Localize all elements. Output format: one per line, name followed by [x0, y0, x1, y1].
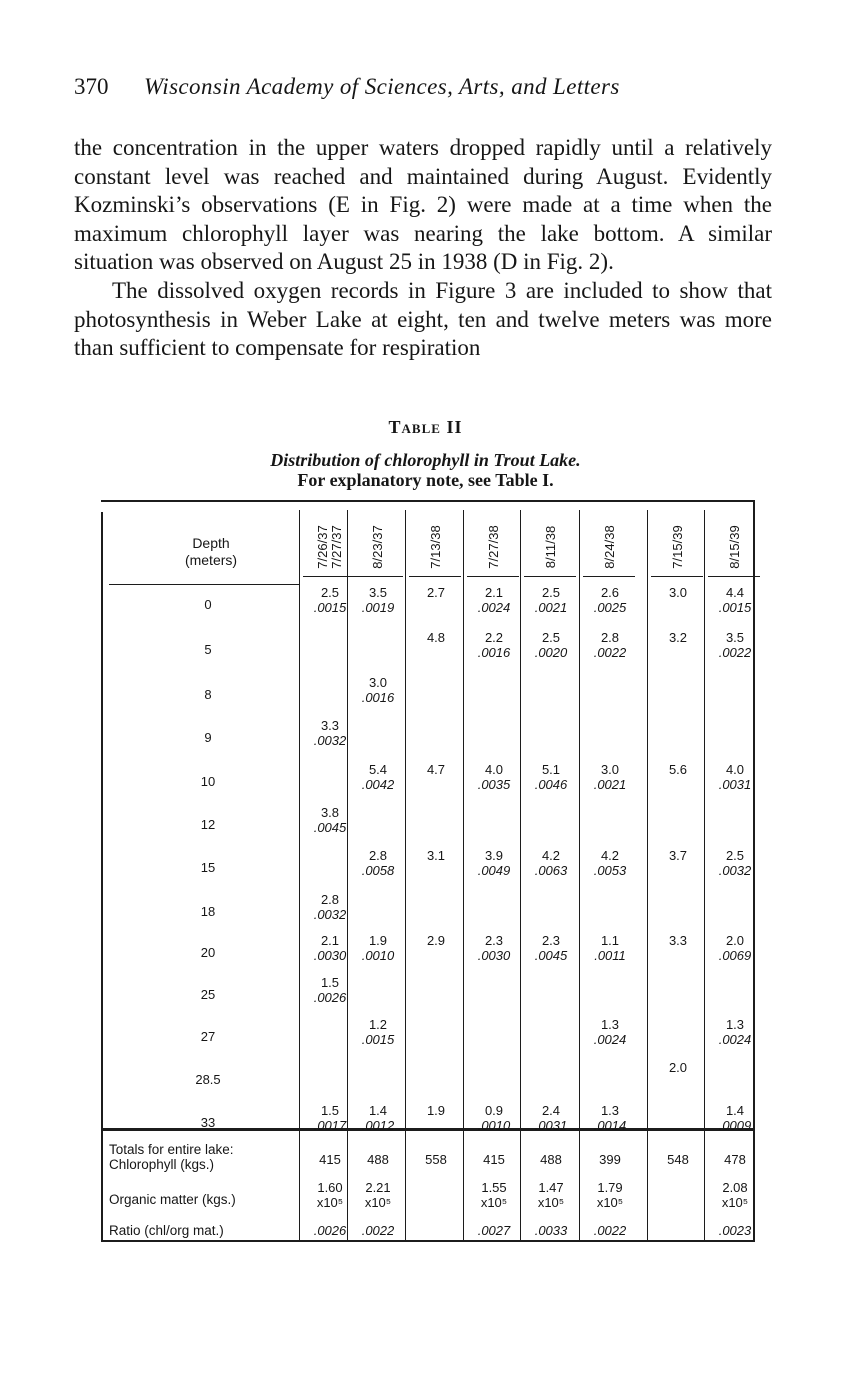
organic-matter-exponent: x10⁵ — [364, 1195, 392, 1210]
chlorophyll-value: 1.9 — [426, 1103, 446, 1118]
totals-label-line1: Totals for entire lake: — [109, 1142, 234, 1157]
chlorophyll-value: 3.3 — [320, 718, 340, 733]
ratio-value: .0032 — [313, 733, 347, 748]
ratio-label: Ratio (chl/org mat.) — [109, 1223, 224, 1238]
ratio-value: .0015 — [361, 1032, 395, 1047]
chlorophyll-value: 3.0 — [668, 585, 688, 600]
column-divider — [299, 510, 300, 1242]
organic-matter-mantissa: 1.60 — [317, 1180, 343, 1195]
ratio-value: .0026 — [313, 990, 347, 1005]
table-cell — [706, 630, 764, 660]
table-cell — [407, 933, 465, 948]
column-header-date — [728, 525, 742, 568]
chlorophyll-value: 2.8 — [600, 630, 620, 645]
chlorophyll-value: 4.0 — [484, 762, 504, 777]
ratio-value: .0025 — [593, 600, 627, 615]
ratio-value: .0014 — [593, 1118, 627, 1133]
chl-org-ratio — [706, 1223, 764, 1238]
column-header-date — [316, 525, 344, 568]
running-header — [74, 74, 714, 100]
column-header-date — [603, 525, 617, 568]
column-header — [706, 512, 764, 582]
depth-value: 8 — [204, 687, 212, 702]
chlorophyll-value: 4.2 — [600, 848, 620, 863]
column-header-date — [487, 525, 501, 568]
chlorophyll-value: 5.6 — [668, 762, 688, 777]
column-divider — [704, 510, 705, 1242]
chlorophyll-value: 3.5 — [725, 630, 745, 645]
table-cell — [706, 1103, 764, 1133]
column-header — [522, 512, 580, 582]
depth-header-label: Depth — [192, 535, 230, 551]
table-note: For explanatory note, see Table I. — [297, 470, 554, 490]
table-cell — [649, 1060, 707, 1075]
organic-matter-value — [706, 1180, 764, 1210]
organic-matter-mantissa: 2.08 — [722, 1180, 748, 1195]
depth-value: 5 — [204, 642, 212, 657]
depth-value: 15 — [200, 860, 216, 875]
table-cell — [465, 848, 523, 878]
chlorophyll-value: 2.3 — [541, 933, 561, 948]
paragraph-2: The dissolved oxygen records in Figure 3 are included to show that photosynthesis in Weber Lake at eight, ten and twelve meters was more than sufficient to compensate for respiration — [74, 277, 772, 361]
ratio-value: .0045 — [534, 948, 568, 963]
chlorophyll-total: 399 — [599, 1152, 621, 1167]
ratio-value: .0010 — [477, 1118, 511, 1133]
table-cell — [581, 1017, 639, 1047]
table-cell — [522, 1103, 580, 1133]
chlorophyll-value: 2.5 — [541, 585, 561, 600]
chlorophyll-value: 2.3 — [484, 933, 504, 948]
table-cell — [649, 762, 707, 777]
table-cell — [349, 675, 407, 705]
paragraph-1: the concentration in the upper waters dropped rapidly until a relatively constant level was reached and maintained during August. Evidently Kozminski’s observations (E in Fig. 2) were made at a time when the maximum chlorophyll layer was nearing the lake bottom. A similar situation was observed on August 25 in 1938 (D in Fig. 2). — [74, 135, 772, 275]
depth-value: 33 — [200, 1115, 216, 1130]
column-header — [407, 512, 465, 582]
chlorophyll-value: 3.8 — [320, 805, 340, 820]
chlorophyll-value: 2.5 — [725, 848, 745, 863]
table-cell — [349, 1017, 407, 1047]
ratio-value: .0063 — [534, 863, 568, 878]
table-top-rule — [101, 500, 755, 502]
table-cell — [407, 762, 465, 777]
table-cell — [706, 1017, 764, 1047]
body-text — [74, 134, 772, 363]
column-header-line: 8/23/37 — [370, 525, 385, 569]
column-header-line: 8/11/38 — [543, 525, 558, 569]
chlorophyll-value: 2.5 — [320, 585, 340, 600]
ratio-value: .0069 — [718, 948, 752, 963]
table-cell — [349, 585, 407, 615]
table-left-border — [101, 512, 103, 1242]
chlorophyll-value: 1.2 — [368, 1017, 388, 1032]
chl-org-ratio-value: .0026 — [313, 1223, 347, 1238]
chlorophyll-value: 2.1 — [320, 933, 340, 948]
chl-org-ratio — [349, 1223, 407, 1238]
chl-org-ratio-value: .0033 — [534, 1223, 568, 1238]
chlorophyll-value: 2.0 — [725, 933, 745, 948]
ratio-value: .0024 — [477, 600, 511, 615]
organic-matter-label: Organic matter (kgs.) — [109, 1192, 236, 1207]
ratio-value: .0022 — [593, 645, 627, 660]
organic-matter-exponent: x10⁵ — [316, 1195, 344, 1210]
organic-matter-exponent: x10⁵ — [721, 1195, 749, 1210]
totals-label — [109, 1142, 234, 1172]
ratio-value: .0031 — [534, 1118, 568, 1133]
chlorophyll-value: 2.9 — [426, 933, 446, 948]
chl-org-ratio — [522, 1223, 580, 1238]
depth-value: 12 — [200, 817, 216, 832]
chlorophyll-value: 2.4 — [541, 1103, 561, 1118]
column-header-date — [371, 525, 385, 568]
table-cell — [465, 630, 523, 660]
ratio-value: .0021 — [593, 777, 627, 792]
column-header-line: 8/15/39 — [727, 525, 742, 569]
ratio-value: .0045 — [313, 820, 347, 835]
column-header-date — [429, 525, 443, 568]
table-cell — [581, 848, 639, 878]
table-cell — [706, 933, 764, 963]
depth-header — [146, 535, 276, 569]
column-divider — [647, 510, 648, 1242]
table-cell — [349, 1103, 407, 1133]
ratio-value: .0016 — [361, 690, 395, 705]
organic-matter-value — [465, 1180, 523, 1210]
column-header-line: 7/26/37 — [315, 525, 330, 569]
chlorophyll-value: 2.1 — [484, 585, 504, 600]
table-cell — [407, 630, 465, 645]
table-cell — [581, 585, 639, 615]
table-caption: Distribution of chlorophyll in Trout Lake. — [270, 450, 581, 470]
column-header-date — [671, 525, 685, 568]
ratio-value: .0058 — [361, 863, 395, 878]
table-cell — [465, 933, 523, 963]
table-cell — [301, 892, 359, 922]
ratio-value: .0042 — [361, 777, 395, 792]
table-cell — [581, 630, 639, 660]
table-cell — [522, 762, 580, 792]
ratio-value: .0020 — [534, 645, 568, 660]
organic-matter-value — [349, 1180, 407, 1210]
table-cell — [407, 1103, 465, 1118]
chlorophyll-total: 488 — [367, 1152, 389, 1167]
chlorophyll-value: 2.0 — [668, 1060, 688, 1075]
table-cell — [522, 585, 580, 615]
table-bottom-rule — [101, 1240, 755, 1242]
chlorophyll-value: 1.4 — [368, 1103, 388, 1118]
ratio-value: .0030 — [313, 948, 347, 963]
chlorophyll-value: 2.7 — [426, 585, 446, 600]
table-cell — [522, 848, 580, 878]
table-cell — [407, 585, 465, 600]
ratio-value: .0031 — [718, 777, 752, 792]
chlorophyll-value: 1.5 — [320, 1103, 340, 1118]
chlorophyll-value: 4.7 — [426, 762, 446, 777]
chlorophyll-value: 5.1 — [541, 762, 561, 777]
ratio-value: .0017 — [313, 1118, 347, 1133]
table-cell — [301, 718, 359, 748]
organic-matter-exponent: x10⁵ — [596, 1195, 624, 1210]
table-cell — [301, 975, 359, 1005]
depth-value: 18 — [200, 904, 216, 919]
table-cell — [706, 848, 764, 878]
chlorophyll-table — [101, 500, 755, 1245]
ratio-value: .0024 — [593, 1032, 627, 1047]
column-header-line: 7/15/39 — [670, 525, 685, 569]
chl-org-ratio-value: .0023 — [718, 1223, 752, 1238]
depth-value: 10 — [200, 774, 216, 789]
table-cell — [301, 805, 359, 835]
column-header-line: 7/27/38 — [486, 525, 501, 569]
table-cell — [349, 848, 407, 878]
chlorophyll-value: 1.9 — [368, 933, 388, 948]
chlorophyll-value: 3.7 — [668, 848, 688, 863]
chlorophyll-value: 5.4 — [368, 762, 388, 777]
chlorophyll-total: 488 — [540, 1152, 562, 1167]
page-number: 370 — [74, 74, 109, 99]
chl-org-ratio-value: .0022 — [361, 1223, 395, 1238]
chlorophyll-value: 4.8 — [426, 630, 446, 645]
chlorophyll-value: 1.3 — [600, 1017, 620, 1032]
chlorophyll-value: 0.9 — [484, 1103, 504, 1118]
column-divider — [463, 510, 464, 1242]
chlorophyll-value: 2.8 — [368, 848, 388, 863]
table-cell — [465, 1103, 523, 1133]
column-header-date — [544, 526, 558, 568]
depth-value: 28.5 — [195, 1072, 221, 1087]
chlorophyll-value: 2.8 — [320, 892, 340, 907]
chlorophyll-value: 1.1 — [600, 933, 620, 948]
chlorophyll-value: 2.6 — [600, 585, 620, 600]
chlorophyll-value: 1.4 — [725, 1103, 745, 1118]
ratio-value: .0049 — [477, 863, 511, 878]
table-cell — [649, 630, 707, 645]
ratio-value: .0053 — [593, 863, 627, 878]
table-cell — [581, 933, 639, 963]
table-cell — [349, 933, 407, 963]
column-header-line: 7/13/38 — [428, 525, 443, 569]
ratio-value: .0012 — [361, 1118, 395, 1133]
chlorophyll-total: 558 — [425, 1152, 447, 1167]
chlorophyll-value: 3.2 — [668, 630, 688, 645]
organic-matter-exponent: x10⁵ — [480, 1195, 508, 1210]
chlorophyll-total: 478 — [724, 1152, 746, 1167]
chlorophyll-value: 4.0 — [725, 762, 745, 777]
column-header — [649, 512, 707, 582]
ratio-value: .0032 — [313, 907, 347, 922]
depth-value: 20 — [200, 945, 216, 960]
ratio-value: .0046 — [534, 777, 568, 792]
table-cell — [407, 848, 465, 863]
column-header-line: 8/24/38 — [602, 525, 617, 569]
ratio-value: .0035 — [477, 777, 511, 792]
ratio-value: .0009 — [718, 1118, 752, 1133]
organic-matter-value — [522, 1180, 580, 1210]
chl-org-ratio — [465, 1223, 523, 1238]
column-header — [349, 512, 407, 582]
ratio-value: .0024 — [718, 1032, 752, 1047]
chlorophyll-value: 3.3 — [668, 933, 688, 948]
table-label: Table II — [388, 417, 463, 437]
chlorophyll-total: 548 — [667, 1152, 689, 1167]
chlorophyll-value: 3.0 — [600, 762, 620, 777]
chlorophyll-value: 4.2 — [541, 848, 561, 863]
chlorophyll-value: 2.5 — [541, 630, 561, 645]
ratio-value: .0032 — [718, 863, 752, 878]
table-cell — [581, 762, 639, 792]
organic-matter-exponent: x10⁵ — [537, 1195, 565, 1210]
ratio-value: .0030 — [477, 948, 511, 963]
table-cell — [706, 585, 764, 615]
column-header — [581, 512, 639, 582]
chlorophyll-value: 3.9 — [484, 848, 504, 863]
table-cell — [349, 762, 407, 792]
chl-org-ratio — [581, 1223, 639, 1238]
ratio-value: .0010 — [361, 948, 395, 963]
chlorophyll-value: 1.3 — [725, 1017, 745, 1032]
table-cell — [465, 762, 523, 792]
table-cell — [465, 585, 523, 615]
chlorophyll-value: 1.5 — [320, 975, 340, 990]
table-cell — [581, 1103, 639, 1133]
organic-matter-mantissa: 1.47 — [538, 1180, 564, 1195]
chlorophyll-value: 4.4 — [725, 585, 745, 600]
ratio-value: .0021 — [534, 600, 568, 615]
organic-matter-mantissa: 1.55 — [481, 1180, 507, 1195]
column-header-line: 7/27/37 — [329, 525, 344, 569]
chlorophyll-total: 415 — [319, 1152, 341, 1167]
table-cell — [706, 762, 764, 792]
ratio-value: .0022 — [718, 645, 752, 660]
ratio-value: .0015 — [313, 600, 347, 615]
organic-matter-value — [581, 1180, 639, 1210]
table-cell — [649, 848, 707, 863]
journal-title: Wisconsin Academy of Sciences, Arts, and Letters — [144, 74, 620, 99]
chl-org-ratio-value: .0027 — [477, 1223, 511, 1238]
organic-matter-mantissa: 1.79 — [597, 1180, 623, 1195]
column-header — [465, 512, 523, 582]
organic-matter-mantissa: 2.21 — [365, 1180, 391, 1195]
chlorophyll-value: 2.2 — [484, 630, 504, 645]
chl-org-ratio-value: .0022 — [593, 1223, 627, 1238]
table-cell — [522, 933, 580, 963]
chlorophyll-value: 3.1 — [426, 848, 446, 863]
chlorophyll-value: 1.3 — [600, 1103, 620, 1118]
ratio-value: .0015 — [718, 600, 752, 615]
table-cell — [522, 630, 580, 660]
chlorophyll-value: 3.5 — [368, 585, 388, 600]
depth-header-unit: (meters) — [184, 552, 238, 568]
header-rule — [109, 584, 299, 585]
depth-value: 27 — [200, 1029, 216, 1044]
chlorophyll-total: 415 — [483, 1152, 505, 1167]
ratio-value: .0016 — [477, 645, 511, 660]
ratio-value: .0019 — [361, 600, 395, 615]
depth-value: 9 — [204, 730, 212, 745]
chlorophyll-value: 3.0 — [368, 675, 388, 690]
ratio-value: .0011 — [594, 948, 626, 963]
depth-value: 0 — [204, 597, 212, 612]
table-cell — [649, 585, 707, 600]
totals-label-line2: Chlorophyll (kgs.) — [109, 1157, 215, 1172]
table-cell — [649, 933, 707, 948]
depth-value: 25 — [200, 987, 216, 1002]
